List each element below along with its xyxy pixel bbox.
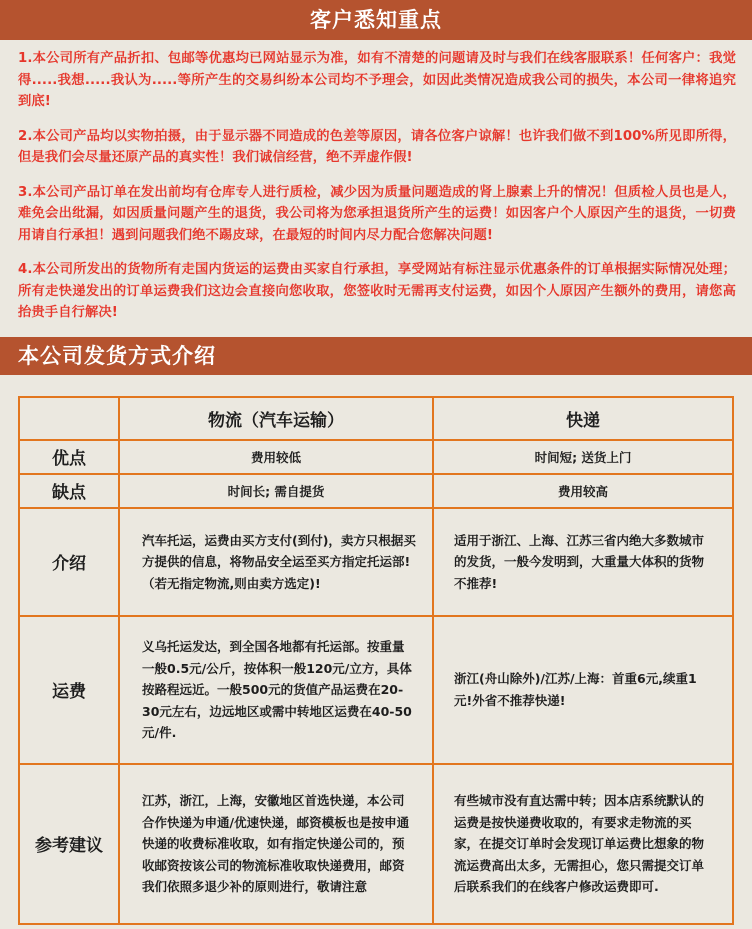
column-header-logistics: 物流（汽车运输） (119, 397, 433, 440)
notice-section-title: 客户悉知重点 (0, 0, 752, 40)
notice-paragraph-list (0, 40, 752, 324)
shipping-comparison-table (18, 396, 734, 925)
table-corner-cell (19, 397, 119, 440)
cell-recommendation-logistics: 江苏，浙江，上海，安徽地区首选快递，本公司合作快递为申通/优速快递，邮资模板也是按申通快递的收费标准收取，如有指定快递公司的，预收邮资按该公司的物流标准收取快递费用，邮资我们依照多退少补的原则进行，敬请注意 (119, 764, 433, 924)
table-row (19, 508, 733, 616)
notice-paragraph-4: 4.本公司所发出的货物所有走国内货运的运费由买家自行承担，享受网站有标注显示优惠条件的订单根据实际情况处理；所有走快递发出的订单运费我们这边会直接向您收取，您签收时无需再支付运费，如因个人原因产生额外的费用，请您高抬贵手自行解决! (18, 262, 736, 321)
row-label-introduction: 介绍 (19, 508, 119, 616)
notice-paragraph-1: 1.本公司所有产品折扣、包邮等优惠均已网站显示为准，如有不清楚的问题请及时与我们在线客服联系！任何客户：我觉得.....我想.....我认为.....等所产生的交易纠纷本公司均不予理会，如因此类情况造成我公司的损失，本公司一律将追究到底! (18, 51, 736, 110)
table-header-row (19, 397, 733, 440)
table-row (19, 764, 733, 924)
cell-recommendation-express: 有些城市没有直达需中转；因本店系统默认的运费是按快递费收取的，有要求走物流的买家，在提交订单时会发现订单运费比想象的物流运费高出太多，无需担心，您只需提交订单后联系我们的在线客户修改运费即可. (433, 764, 733, 924)
shipping-section-title: 本公司发货方式介绍 (0, 337, 752, 375)
column-header-express: 快递 (433, 397, 733, 440)
row-label-advantages: 优点 (19, 440, 119, 474)
cell-advantages-express: 时间短; 送货上门 (433, 440, 733, 474)
cell-introduction-logistics: 汽车托运，运费由买方支付(到付)，卖方只根据买方提供的信息，将物品安全运至买方指定托运部!（若无指定物流,则由卖方选定)! (119, 508, 433, 616)
cell-disadvantages-logistics: 时间长; 需自提货 (119, 474, 433, 508)
cell-advantages-logistics: 费用较低 (119, 440, 433, 474)
table-row (19, 440, 733, 474)
cell-shipping-fee-express: 浙江(舟山除外)/江苏/上海：首重6元,续重1元!外省不推荐快递! (433, 616, 733, 764)
cell-shipping-fee-logistics: 义乌托运发达，到全国各地都有托运部。按重量一般0.5元/公斤，按体积一般120元/立方，具体按路程远近。一般500元的货值产品运费在20-30元左右，边远地区或需中转地区运费在40-50元/件. (119, 616, 433, 764)
table-row (19, 474, 733, 508)
row-label-disadvantages: 缺点 (19, 474, 119, 508)
cell-introduction-express: 适用于浙江、上海、江苏三省内绝大多数城市的发货，一般今发明到，大重量大体积的货物不推荐! (433, 508, 733, 616)
table-row (19, 616, 733, 764)
row-label-shipping-fee: 运费 (19, 616, 119, 764)
row-label-recommendation: 参考建议 (19, 764, 119, 924)
notice-paragraph-3: 3.本公司产品订单在发出前均有仓库专人进行质检，减少因为质量问题造成的肾上腺素上升的情况！但质检人员也是人，难免会出纰漏，如因质量问题产生的退货，我公司将为您承担退货所产生的运费！如因客户个人原因产生的退货，一切费用请自行承担！遇到问题我们绝不踢皮球，在最短的时间内尽力配合您解决问题! (18, 184, 736, 243)
cell-disadvantages-express: 费用较高 (433, 474, 733, 508)
notice-paragraph-2: 2.本公司产品均以实物拍摄，由于显示器不同造成的色差等原因，请各位客户谅解！也许我们做不到100%所见即所得，但是我们会尽量还原产品的真实性！我们诚信经营，绝不弄虚作假! (18, 128, 736, 166)
shipping-table-wrapper (0, 375, 752, 925)
